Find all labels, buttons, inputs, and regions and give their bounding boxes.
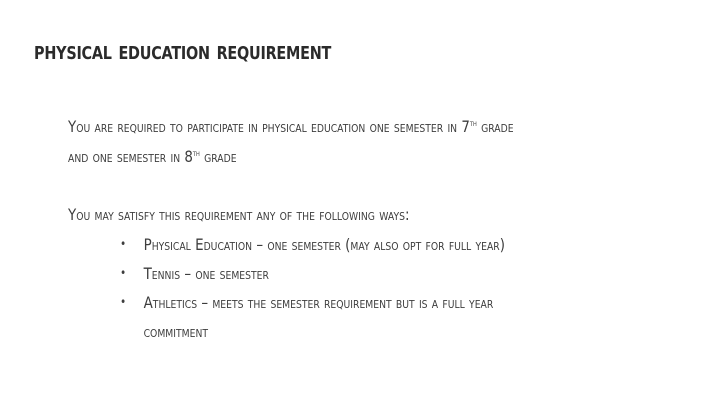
slide-title: physical education requirement — [34, 36, 332, 65]
paragraph-options-intro: You may satisfy this requirement any of the following ways: — [68, 205, 410, 224]
paragraph-line-1-end: grade — [476, 117, 514, 136]
list-item-text: Physical Education – one semester (may also opt for full year) — [143, 235, 505, 254]
paragraph-line-1-text: You are required to participate in physical education one semester in 7 — [68, 117, 470, 136]
paragraph-line-2-end: grade — [199, 147, 237, 166]
list-item — [120, 230, 589, 259]
options-list — [68, 230, 589, 346]
list-item-text: Athletics – meets the semester requirement but is a full year — [143, 293, 494, 312]
ordinal-suffix: th — [469, 119, 477, 129]
list-item-text: Tennis – one semester — [143, 264, 269, 283]
slide-body — [68, 112, 589, 346]
spacer — [68, 172, 589, 200]
bullet-icon: • — [120, 295, 127, 309]
paragraph-requirement — [68, 112, 589, 172]
bullet-icon: • — [120, 266, 127, 280]
ordinal-suffix: th — [192, 149, 200, 159]
paragraph-line-1 — [68, 117, 514, 136]
paragraph-line-2 — [68, 147, 237, 166]
list-item — [120, 259, 589, 288]
bullet-icon: • — [120, 237, 127, 251]
list-item-text-continued: commitment — [143, 322, 209, 341]
paragraph-line-2-text: and one semester in 8 — [68, 147, 193, 166]
list-item — [120, 288, 589, 346]
